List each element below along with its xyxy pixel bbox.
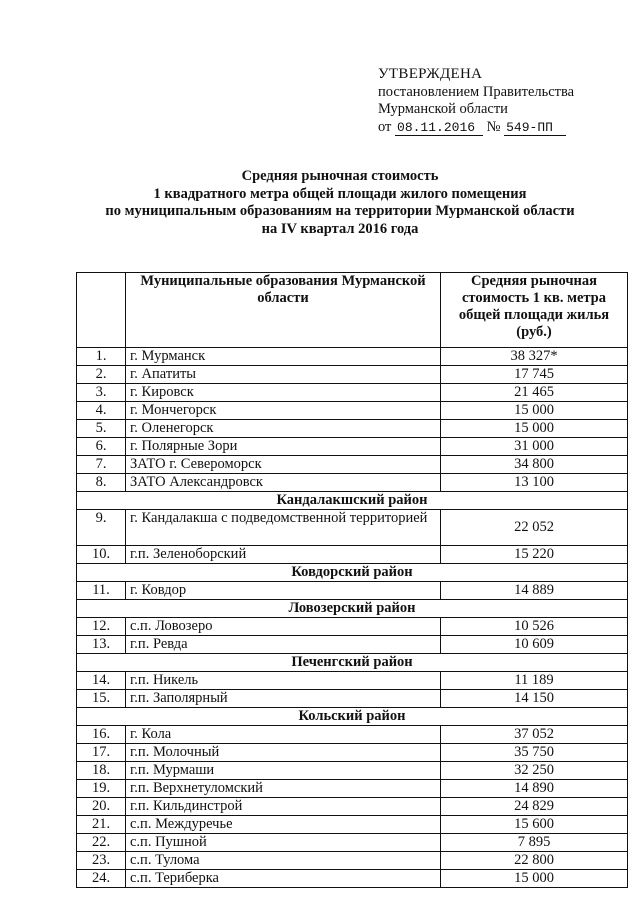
price-value: 22 800 (441, 852, 628, 870)
table-row (77, 852, 628, 870)
title-line-3: по муниципальным образованиям на территории Мурманской области (105, 203, 575, 219)
title-line-1: Средняя рыночная стоимость (241, 168, 439, 184)
decree-date: 08.11.2016 (395, 121, 483, 136)
row-number: 9. (77, 510, 126, 546)
municipality-name: ЗАТО г. Североморск (126, 456, 441, 474)
table-row (77, 726, 628, 744)
price-value: 14 890 (441, 780, 628, 798)
table-row (77, 456, 628, 474)
price-value: 15 000 (441, 420, 628, 438)
row-number: 11. (77, 582, 126, 600)
table-row (77, 582, 628, 600)
price-value: 37 052 (441, 726, 628, 744)
municipality-name: г. Кандалакша с подведомственной территорией (126, 510, 441, 546)
row-number: 23. (77, 852, 126, 870)
municipality-name: ЗАТО Александровск (126, 474, 441, 492)
municipality-name: с.п. Териберка (126, 870, 441, 888)
municipality-name: г.п. Никель (126, 672, 441, 690)
price-value: 7 895 (441, 834, 628, 852)
municipality-name: г.п. Ревда (126, 636, 441, 654)
row-number: 20. (77, 798, 126, 816)
table-row (77, 636, 628, 654)
row-number: 24. (77, 870, 126, 888)
municipality-name: г. Кола (126, 726, 441, 744)
municipality-name: г.п. Молочный (126, 744, 441, 762)
approval-block (378, 66, 574, 136)
title-line-4: на IV квартал 2016 года (261, 220, 419, 237)
table-body (77, 348, 628, 888)
approval-line-2: Мурманской области (378, 101, 508, 117)
row-number: 4. (77, 402, 126, 420)
table-row (77, 546, 628, 564)
row-number: 14. (77, 672, 126, 690)
table-row (77, 672, 628, 690)
row-number: 12. (77, 618, 126, 636)
price-value: 10 526 (441, 618, 628, 636)
municipality-name: г. Ковдор (126, 582, 441, 600)
row-number: 17. (77, 744, 126, 762)
municipality-name: г. Кировск (126, 384, 441, 402)
from-label: от (378, 118, 392, 135)
document-title (60, 168, 620, 238)
price-value: 22 052 (441, 510, 628, 546)
municipality-name: г.п. Кильдинстрой (126, 798, 441, 816)
table-row (77, 834, 628, 852)
municipality-name: с.п. Тулома (126, 852, 441, 870)
municipality-name: с.п. Ловозеро (126, 618, 441, 636)
price-value: 15 220 (441, 546, 628, 564)
table-row (77, 870, 628, 888)
price-value: 14 889 (441, 582, 628, 600)
price-value: 35 750 (441, 744, 628, 762)
row-number: 19. (77, 780, 126, 798)
price-value: 21 465 (441, 384, 628, 402)
decree-number: 549-ПП (504, 121, 566, 136)
municipality-name: г. Мончегорск (126, 402, 441, 420)
table-row (77, 762, 628, 780)
title-line-2: 1 квадратного метра общей площади жилого помещения (153, 185, 527, 202)
approved-stamp: УТВЕРЖДЕНА (378, 66, 483, 82)
section-row (77, 654, 628, 672)
municipality-name: г.п. Заполярный (126, 690, 441, 708)
table-row (77, 438, 628, 456)
row-number: 1. (77, 348, 126, 366)
row-number: 22. (77, 834, 126, 852)
price-value: 15 000 (441, 402, 628, 420)
table-row (77, 780, 628, 798)
municipality-name: г.п. Зеленоборский (126, 546, 441, 564)
section-title: Кандалакшский район (77, 492, 628, 510)
table-header-row (77, 273, 628, 348)
row-number: 16. (77, 726, 126, 744)
section-title: Кольский район (77, 708, 628, 726)
row-number: 8. (77, 474, 126, 492)
approval-line-1: постановлением Правительства (378, 83, 575, 100)
municipality-name: г. Мурманск (126, 348, 441, 366)
row-number: 21. (77, 816, 126, 834)
row-number: 3. (77, 384, 126, 402)
price-value: 15 000 (441, 870, 628, 888)
section-title: Ловозерский район (77, 600, 628, 618)
municipality-name: г.п. Мурмаши (126, 762, 441, 780)
price-table (76, 272, 628, 888)
table-row (77, 384, 628, 402)
row-number: 6. (77, 438, 126, 456)
table-row (77, 420, 628, 438)
header-municipality: Муниципальные образования Мурманской области (126, 273, 441, 348)
section-row (77, 564, 628, 582)
row-number: 15. (77, 690, 126, 708)
price-value: 31 000 (441, 438, 628, 456)
table-row (77, 744, 628, 762)
row-number: 7. (77, 456, 126, 474)
section-title: Печенгский район (77, 654, 628, 672)
municipality-name: г. Апатиты (126, 366, 441, 384)
price-value: 38 327* (441, 348, 628, 366)
header-number (77, 273, 126, 348)
table-row (77, 366, 628, 384)
price-value: 24 829 (441, 798, 628, 816)
price-value: 17 745 (441, 366, 628, 384)
municipality-name: г.п. Верхнетуломский (126, 780, 441, 798)
section-row (77, 492, 628, 510)
price-value: 10 609 (441, 636, 628, 654)
municipality-name: с.п. Пушной (126, 834, 441, 852)
price-value: 14 150 (441, 690, 628, 708)
number-label: № (486, 118, 501, 135)
section-title: Ковдорский район (77, 564, 628, 582)
price-value: 13 100 (441, 474, 628, 492)
table-row (77, 474, 628, 492)
section-row (77, 708, 628, 726)
header-price: Средняя рыночная стоимость 1 кв. метра общей площади жилья (руб.) (441, 273, 628, 348)
table-row (77, 402, 628, 420)
table-row (77, 816, 628, 834)
row-number: 2. (77, 366, 126, 384)
row-number: 10. (77, 546, 126, 564)
approval-reference (378, 119, 574, 137)
price-value: 15 600 (441, 816, 628, 834)
row-number: 18. (77, 762, 126, 780)
row-number: 13. (77, 636, 126, 654)
municipality-name: с.п. Междуречье (126, 816, 441, 834)
table-row (77, 798, 628, 816)
row-number: 5. (77, 420, 126, 438)
price-value: 11 189 (441, 672, 628, 690)
section-row (77, 600, 628, 618)
municipality-name: г. Оленегорск (126, 420, 441, 438)
table-row (77, 510, 628, 546)
price-value: 32 250 (441, 762, 628, 780)
municipality-name: г. Полярные Зори (126, 438, 441, 456)
price-value: 34 800 (441, 456, 628, 474)
table-row (77, 690, 628, 708)
table-row (77, 618, 628, 636)
table-row (77, 348, 628, 366)
